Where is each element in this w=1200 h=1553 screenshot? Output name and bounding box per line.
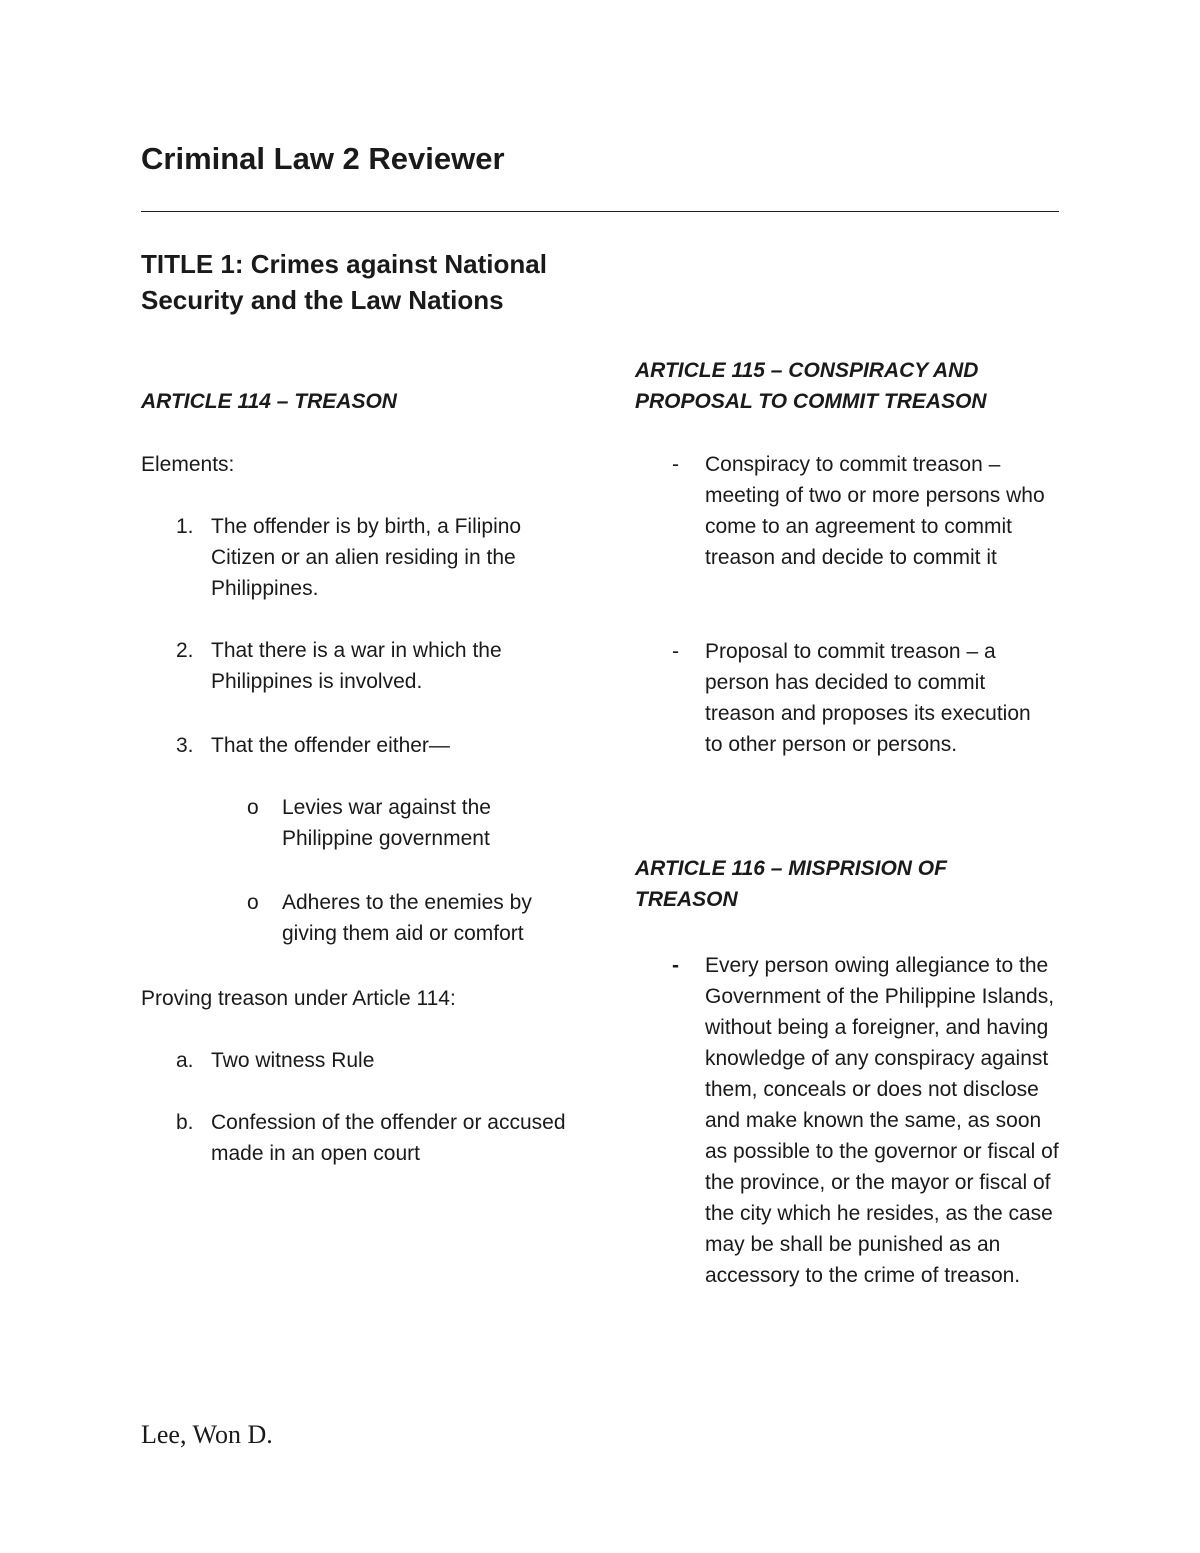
list-marker: a. [176,1049,194,1072]
sub-list-item-text: Adheres to the enemies by giving them aid or comfort [282,891,532,945]
proving-label: Proving treason under Article 114: [141,987,456,1010]
list-marker: b. [176,1111,194,1134]
sub-list-marker: o [247,891,259,914]
list-item-text: Proposal to commit treason – a person has decided to commit treason and proposes its execution to other person or persons. [705,640,1031,756]
list-marker: 3. [176,734,194,757]
list-item-text: The offender is by birth, a Filipino Citizen or an alien residing in the Philippines. [211,515,522,600]
footer-author: Lee, Won D. [141,1420,273,1449]
dash-marker: - [672,954,679,977]
article-115-heading: ARTICLE 115 – CONSPIRACY AND PROPOSAL TO COMMIT TREASON [635,359,987,413]
list-item-text: Confession of the offender or accused made in an open court [211,1111,566,1165]
sub-list-item-text: Levies war against the Philippine government [282,796,491,850]
list-item-text: That the offender either— [211,734,450,757]
list-marker: 2. [176,639,194,662]
list-item-text: That there is a war in which the Philippines is involved. [211,639,502,693]
article-114-heading: ARTICLE 114 – TREASON [141,390,397,413]
dash-marker: - [672,640,679,663]
list-item-text: Two witness Rule [211,1049,375,1072]
dash-marker: - [672,453,679,476]
title-1-heading: TITLE 1: Crimes against National Security and the Law Nations [141,249,547,315]
list-item-text: Every person owing allegiance to the Government of the Philippine Islands, without being a foreigner, and having knowledge of any conspiracy against them, conceals or does not disclose and make known the same, as soon as possible to the governor or fiscal of the province, or the mayor or fiscal of the city which he resides, as the case may be shall be punished as an accessory to the crime of treason. [705,954,1059,1287]
title-divider [141,211,1059,212]
elements-label: Elements: [141,453,235,476]
list-item-text: Conspiracy to commit treason – meeting of two or more persons who come to an agreement to commit treason and decide to commit it [705,453,1045,569]
list-marker: 1. [176,515,194,538]
article-116-heading: ARTICLE 116 – MISPRISION OF TREASON [635,857,947,911]
document-title: Criminal Law 2 Reviewer [141,141,505,176]
sub-list-marker: o [247,796,259,819]
